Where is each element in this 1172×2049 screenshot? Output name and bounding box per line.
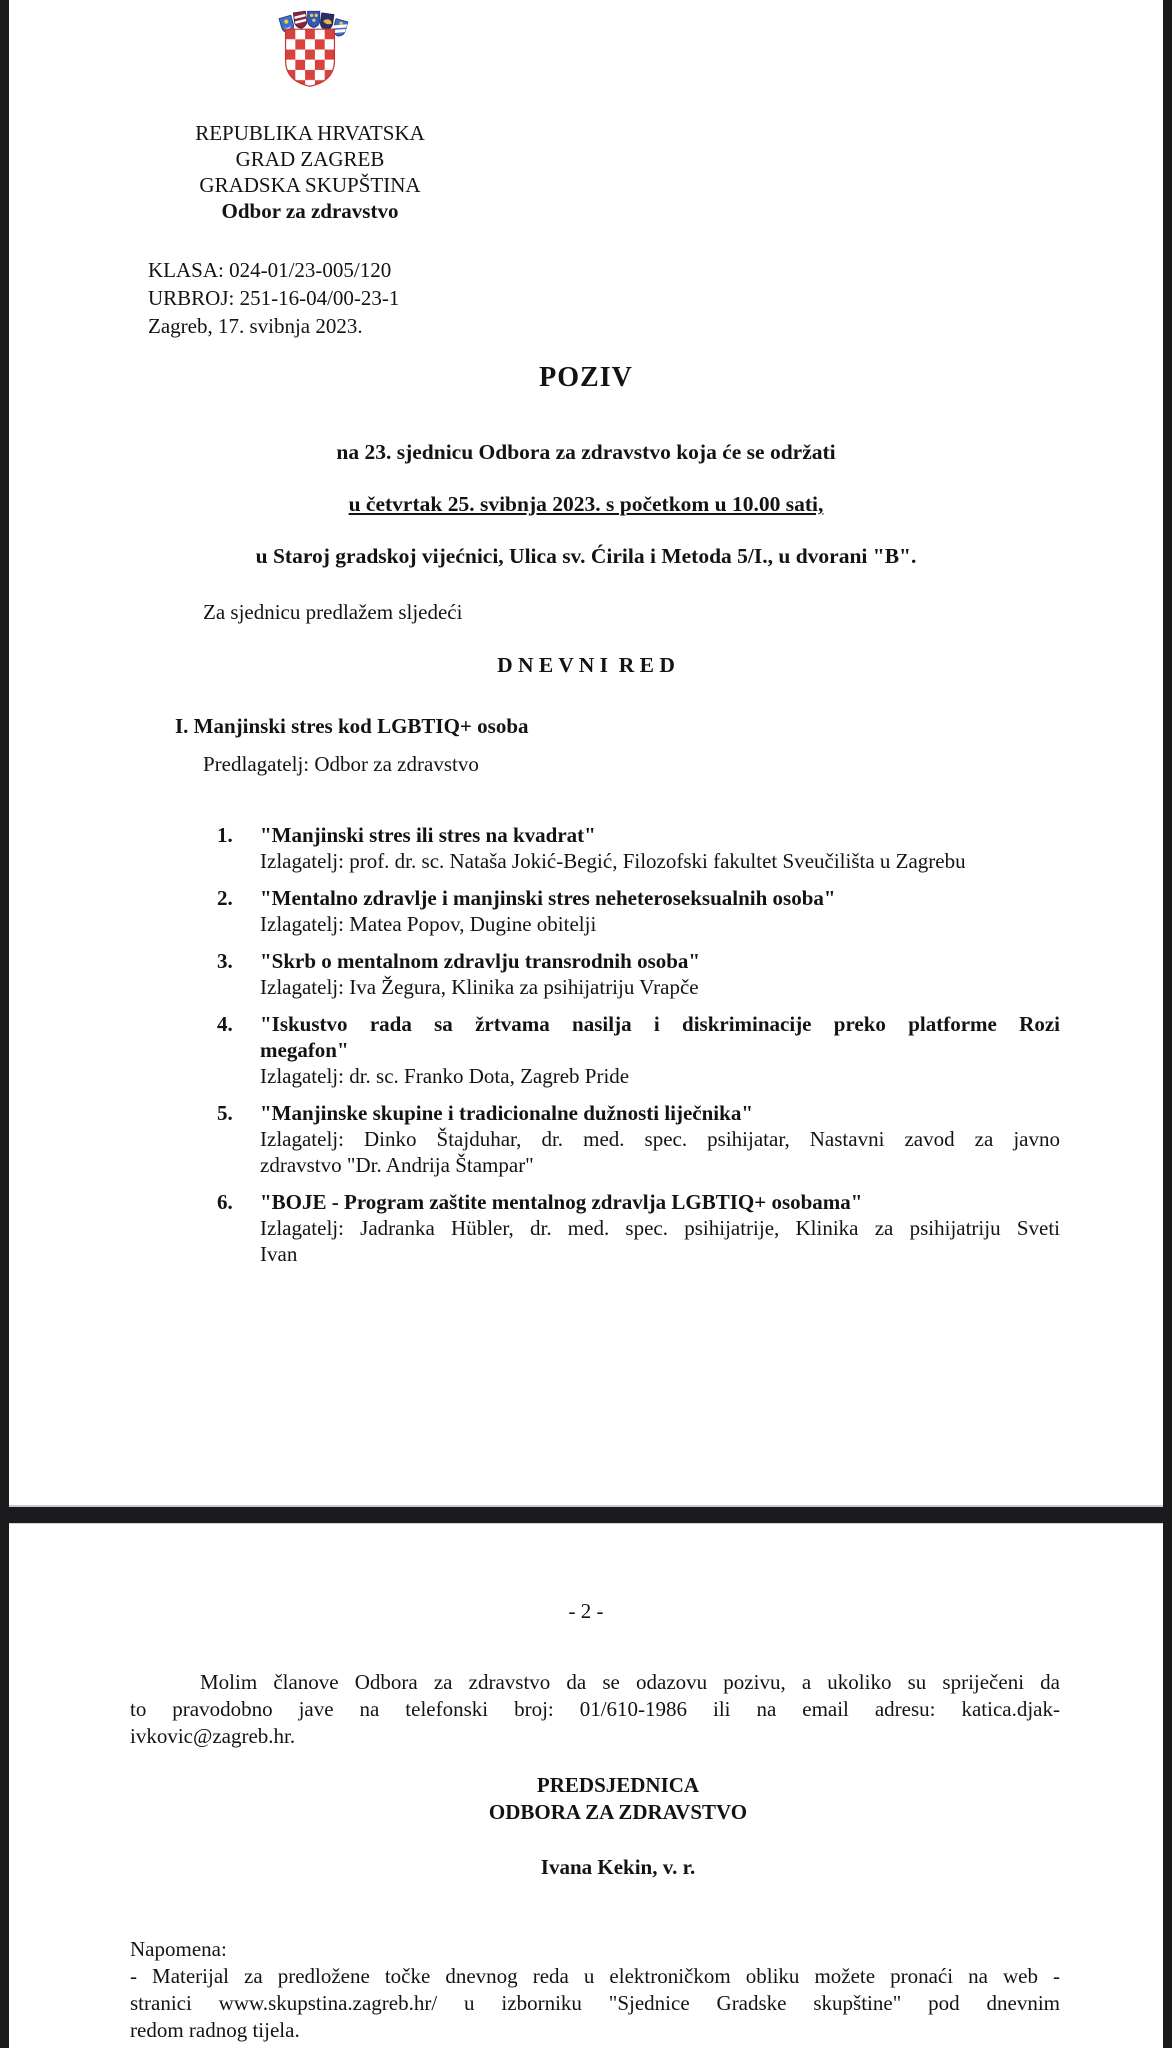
agenda-item xyxy=(217,885,1060,937)
department-name: Odbor za zdravstvo xyxy=(221,199,399,223)
urbroj-line: URBROJ: 251-16-04/00-23-1 xyxy=(148,286,400,310)
agenda-item-title: 2. "Mentalno zdravlje i manjinski stres neheteroseksualnih osoba" xyxy=(217,886,836,910)
agenda-item xyxy=(217,948,1060,1000)
note-lines xyxy=(130,1963,1060,2044)
coat-shield xyxy=(286,29,335,86)
datetime-line: u četvrtak 25. svibnja 2023. s početkom u 10.00 sati, xyxy=(348,492,824,516)
agenda-item-number: 6. xyxy=(217,1190,233,1214)
agenda-item-speaker: Izlagatelj: dr. sc. Franko Dota, Zagreb Pride xyxy=(260,1064,630,1088)
viewer-edge-right xyxy=(1163,0,1172,2048)
klasa-line: KLASA: 024-01/23-005/120 xyxy=(148,258,392,282)
agenda-item-speaker: Ivan xyxy=(260,1242,298,1266)
paragraph-line: Molim članove Odbora za zdravstvo da se odazovu pozivu, a ukoliko su spriječeni da xyxy=(200,1670,1060,1694)
agenda-item-title: 4. "Iskustvo rada sa žrtvama nasilja i diskriminacije preko platforme Rozi xyxy=(217,1012,1060,1036)
agenda-item-speaker: Izlagatelj: prof. dr. sc. Nataša Jokić-Begić, Filozofski fakultet Sveučilišta u Zagrebu xyxy=(260,849,966,873)
agenda-item-title: 5. "Manjinske skupine i tradicionalne dužnosti liječnika" xyxy=(217,1101,753,1125)
signature-name: Ivana Kekin, v. r. xyxy=(540,1855,696,1879)
agenda-item-number: 1. xyxy=(217,823,233,847)
agenda-heading: D N E V N I R E D xyxy=(497,653,675,677)
signature-role-line2: ODBORA ZA ZDRAVSTVO xyxy=(488,1800,748,1824)
agenda-item xyxy=(217,1100,1060,1178)
agenda-item-title: 3. "Skrb o mentalnom zdravlju transrodnih osoba" xyxy=(217,949,701,973)
request-paragraph xyxy=(130,1669,1060,1750)
note-block xyxy=(130,1936,1060,2044)
agenda-item-speaker: Izlagatelj: Dinko Štajduhar, dr. med. spec. psihijatar, Nastavni zavod za javno xyxy=(260,1127,1060,1151)
session-line: na 23. sjednicu Odbora za zdravstvo koja će se održati xyxy=(336,440,836,464)
agenda-item-title: 6. "BOJE - Program zaštite mentalnog zdravlja LGBTIQ+ osobama" xyxy=(217,1190,863,1214)
venue-line: u Staroj gradskoj vijećnici, Ulica sv. Ćirila i Metoda 5/I., u dvorani "B". xyxy=(255,544,917,568)
agenda-item-speaker: zdravstvo "Dr. Andrija Štampar" xyxy=(260,1153,534,1177)
signature-role-line1: PREDSJEDNICA xyxy=(536,1773,700,1797)
croatian-coat-of-arms xyxy=(265,8,355,96)
agenda-item xyxy=(217,1189,1060,1267)
paragraph-line: redom radnog tijela. xyxy=(130,2018,300,2042)
paragraph-line: - Materijal za predložene točke dnevnog reda u elektroničkom obliku možete pronaći na web - xyxy=(130,1964,1060,1988)
paragraph-line: stranici www.skupstina.zagreb.hr/ u izborniku "Sjednice Gradske skupštine" pod dnevnim xyxy=(130,1991,1060,2015)
paragraph-line: to pravodobno jave na telefonski broj: 01/610-1986 ili na email adresu: katica.djak- xyxy=(130,1697,1060,1721)
agenda-item xyxy=(217,822,1060,874)
place-date-line: Zagreb, 17. svibnja 2023. xyxy=(148,314,363,338)
agenda-list xyxy=(217,822,1060,1278)
agenda-item xyxy=(217,1011,1060,1089)
agenda-item-number: 4. xyxy=(217,1012,233,1036)
paragraph-line: ivkovic@zagreb.hr. xyxy=(130,1724,296,1748)
viewer-edge-left xyxy=(0,0,9,2048)
agenda-item-title: 1. "Manjinski stres ili stres na kvadrat" xyxy=(217,823,596,847)
institution-line-city: GRAD ZAGREB xyxy=(235,147,385,171)
agenda-item-speaker: Izlagatelj: Iva Žegura, Klinika za psihijatriju Vrapče xyxy=(260,975,699,999)
agenda-item-speaker: Izlagatelj: Matea Popov, Dugine obitelji xyxy=(260,912,597,936)
agenda-item-number: 2. xyxy=(217,886,233,910)
document-meta xyxy=(148,256,399,340)
agenda-item-title-wrap: megafon" xyxy=(260,1038,349,1062)
note-heading: Napomena: xyxy=(130,1937,227,1961)
agenda-item-number: 5. xyxy=(217,1101,233,1125)
proposer-line: Predlagatelj: Odbor za zdravstvo xyxy=(203,752,479,776)
document-page-2 xyxy=(0,1523,1172,2049)
institution-line-assembly: GRADSKA SKUPŠTINA xyxy=(199,173,421,197)
document-title: POZIV xyxy=(539,362,633,393)
institution-line-republic: REPUBLIKA HRVATSKA xyxy=(195,121,425,145)
agenda-item-number: 3. xyxy=(217,949,233,973)
proposal-line: Za sjednicu predlažem sljedeći xyxy=(203,600,463,624)
topic-heading: I. Manjinski stres kod LGBTIQ+ osoba xyxy=(175,714,529,738)
agenda-item-speaker: Izlagatelj: Jadranka Hübler, dr. med. spec. psihijatrije, Klinika za psihijatriju Sveti xyxy=(260,1216,1060,1240)
page-number: - 2 - xyxy=(568,1599,604,1623)
signature-block xyxy=(400,1772,836,1881)
page-break-divider xyxy=(0,1507,1172,1523)
institution-header xyxy=(110,120,510,224)
